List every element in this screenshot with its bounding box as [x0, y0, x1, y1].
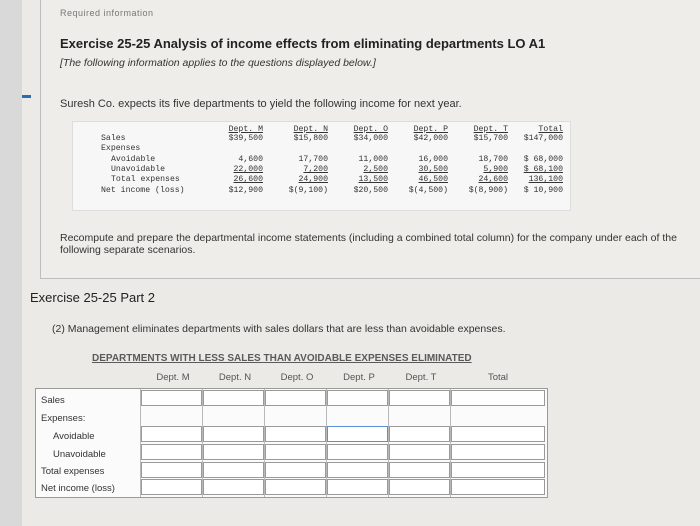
avoidable-dept-p-input[interactable] — [327, 426, 388, 442]
data-cell: $(4,500) — [408, 186, 448, 195]
total-expenses-dept-m-input[interactable] — [141, 462, 202, 478]
data-col-header: Dept. M — [228, 125, 263, 134]
data-col-header: Dept. O — [353, 125, 388, 134]
sales-dept-n-input[interactable] — [203, 390, 264, 406]
data-cell: 16,000 — [418, 155, 448, 164]
unavoidable-dept-p-input[interactable] — [327, 444, 388, 460]
data-cell: 17,700 — [298, 155, 328, 164]
data-cell: 4,600 — [238, 155, 263, 164]
data-cell: 22,000 — [233, 165, 263, 174]
net-income-dept-t-input[interactable] — [389, 479, 450, 495]
data-cell: $ 68,000 — [523, 155, 563, 164]
net-income-dept-m-input[interactable] — [141, 479, 202, 495]
sales-total-input[interactable] — [451, 390, 545, 406]
avoidable-dept-t-input[interactable] — [389, 426, 450, 442]
data-cell: $39,500 — [228, 134, 263, 143]
row-label-expenses: Expenses: — [41, 413, 86, 424]
answer-table-caption: DEPARTMENTS WITH LESS SALES THAN AVOIDABLE EXPENSES ELIMINATED — [92, 353, 472, 364]
row-label-avoidable: Avoidable — [53, 431, 95, 442]
data-row-label: Net income (loss) — [101, 186, 185, 195]
unavoidable-dept-t-input[interactable] — [389, 444, 450, 460]
answer-col-header-dept-m: Dept. M — [156, 372, 190, 383]
row-label-net-income: Net income (loss) — [41, 483, 115, 494]
data-cell: $12,900 — [228, 186, 263, 195]
answer-col-header-dept-o: Dept. O — [280, 372, 314, 383]
data-row-label: Sales — [101, 134, 126, 143]
avoidable-dept-o-input[interactable] — [265, 426, 326, 442]
sales-dept-t-input[interactable] — [389, 390, 450, 406]
row-label-sales: Sales — [41, 395, 65, 406]
question-text: (2) Management eliminates departments with sales dollars that are less than avoidable expenses. — [52, 323, 506, 335]
data-cell: $ 10,900 — [523, 186, 563, 195]
side-tab-marker — [22, 95, 31, 98]
exercise-title: Exercise 25-25 Analysis of income effects from eliminating departments LO A1 — [60, 36, 546, 51]
unavoidable-dept-m-input[interactable] — [141, 444, 202, 460]
intro-text: Suresh Co. expects its five departments to yield the following income for next year. — [60, 98, 462, 110]
avoidable-total-input[interactable] — [451, 426, 545, 442]
data-cell: $(9,100) — [288, 186, 328, 195]
data-cell: 30,500 — [418, 165, 448, 174]
data-cell: 24,900 — [298, 175, 328, 184]
data-cell: 5,900 — [483, 165, 508, 174]
net-income-dept-n-input[interactable] — [203, 479, 264, 495]
data-cell: $42,000 — [413, 134, 448, 143]
answer-col-header-dept-t: Dept. T — [405, 372, 437, 383]
data-col-header: Total — [538, 125, 563, 134]
answer-col-header-dept-p: Dept. P — [343, 372, 375, 383]
total-expenses-dept-t-input[interactable] — [389, 462, 450, 478]
total-expenses-total-input[interactable] — [451, 462, 545, 478]
data-col-header: Dept. P — [413, 125, 448, 134]
data-cell: 26,600 — [233, 175, 263, 184]
sales-dept-m-input[interactable] — [141, 390, 202, 406]
data-cell: 18,700 — [478, 155, 508, 164]
page — [22, 0, 700, 526]
data-col-header: Dept. N — [293, 125, 328, 134]
row-label-total-expenses: Total expenses — [41, 466, 105, 477]
data-col-header: Dept. T — [473, 125, 508, 134]
data-cell: 13,500 — [358, 175, 388, 184]
data-cell: 2,500 — [363, 165, 388, 174]
data-row-label: Total expenses — [111, 175, 180, 184]
data-cell: 7,200 — [303, 165, 328, 174]
data-cell: $147,000 — [523, 134, 563, 143]
data-cell: 24,600 — [478, 175, 508, 184]
data-cell: 136,100 — [528, 175, 563, 184]
data-cell: $(8,900) — [468, 186, 508, 195]
data-cell: $ 68,100 — [523, 165, 563, 174]
unavoidable-dept-n-input[interactable] — [203, 444, 264, 460]
net-income-dept-o-input[interactable] — [265, 479, 326, 495]
answer-col-header-dept-n: Dept. N — [218, 372, 252, 383]
data-cell: $34,000 — [353, 134, 388, 143]
data-row-label: Avoidable — [111, 155, 156, 164]
exercise-note: [The following information applies to the questions displayed below.] — [60, 57, 376, 69]
answer-col-header-total: Total — [487, 372, 509, 383]
net-income-dept-p-input[interactable] — [327, 479, 388, 495]
data-cell: 46,500 — [418, 175, 448, 184]
total-expenses-dept-p-input[interactable] — [327, 462, 388, 478]
data-cell: $15,700 — [473, 134, 508, 143]
row-label-unavoidable: Unavoidable — [53, 449, 106, 460]
unavoidable-dept-o-input[interactable] — [265, 444, 326, 460]
sales-dept-p-input[interactable] — [327, 390, 388, 406]
avoidable-dept-m-input[interactable] — [141, 426, 202, 442]
total-expenses-dept-o-input[interactable] — [265, 462, 326, 478]
data-cell: $15,800 — [293, 134, 328, 143]
sales-dept-o-input[interactable] — [265, 390, 326, 406]
recompute-instructions: Recompute and prepare the departmental income statements (including a combined total column) for the company under each of the following separate scenarios. — [60, 232, 677, 256]
net-income-total-input[interactable] — [451, 479, 545, 495]
income-data-table — [72, 121, 571, 211]
data-row-label: Unavoidable — [111, 165, 166, 174]
data-cell: $20,500 — [353, 186, 388, 195]
total-expenses-dept-n-input[interactable] — [203, 462, 264, 478]
part-title: Exercise 25-25 Part 2 — [30, 290, 156, 305]
unavoidable-total-input[interactable] — [451, 444, 545, 460]
required-information-label: Required information — [60, 8, 154, 18]
data-row-label: Expenses — [101, 144, 141, 153]
data-cell: 11,000 — [358, 155, 388, 164]
avoidable-dept-n-input[interactable] — [203, 426, 264, 442]
